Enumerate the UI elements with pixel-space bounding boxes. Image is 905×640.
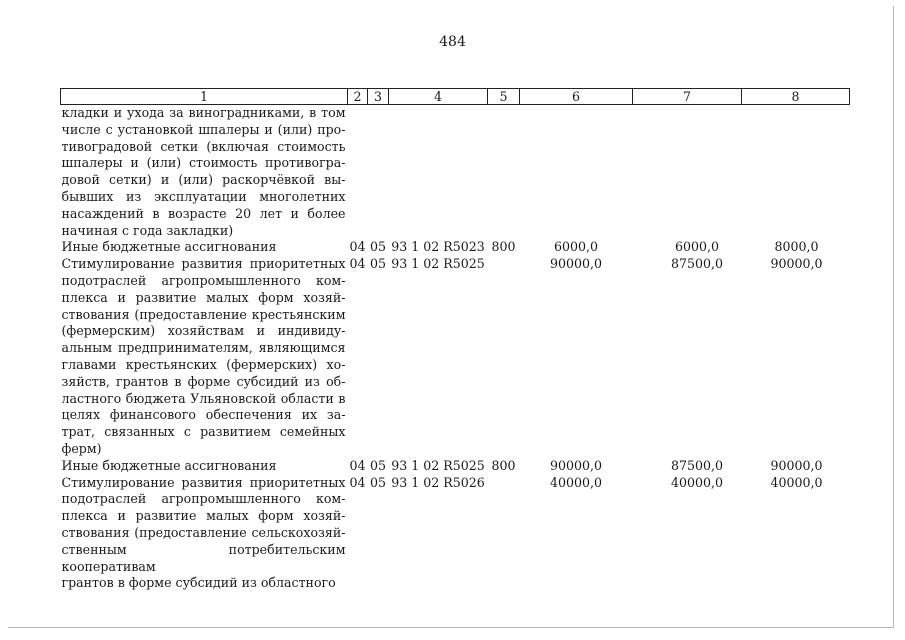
row-name-line: довой сетки) и (или) раскорчёвкой вы- [61, 172, 346, 188]
row-name-line: подотраслей агропромышленного ком- [61, 272, 346, 288]
subsection-code: 05 [369, 239, 387, 255]
expense-type-code: 800 [491, 239, 516, 255]
row-name-line: плекса и развитие малых форм хозяй- [61, 289, 346, 305]
amount-col-8: 90000,0 [770, 457, 823, 473]
row-name-line: целях финансового обеспечения их за- [61, 407, 346, 423]
row-name-line: зяйств, грантов в форме субсидий из об- [61, 373, 346, 389]
row-name-line: альным предпринимателям, являющимся [61, 340, 346, 356]
subsection-code: 05 [369, 457, 387, 473]
row-name-line: плекса и развитие малых форм хозяй- [61, 508, 346, 524]
amount-col-7: 87500,0 [670, 457, 724, 473]
expense-type-code [488, 475, 520, 593]
target-article-code: 93 1 02 R5026 [391, 474, 485, 490]
section-code [348, 105, 368, 240]
target-article-code: 93 1 02 R5025 [391, 457, 485, 473]
row-name-line: бывших из эксплуатации многолетних [61, 188, 346, 204]
target-article-code [389, 105, 488, 240]
amount-col-7: 87500,0 [670, 256, 724, 272]
row-name [61, 256, 348, 458]
subsection-code: 05 [369, 474, 387, 490]
row-name-line: ферм) [61, 440, 102, 456]
row-name-line: ластного бюджета Ульяновской области в [61, 390, 346, 406]
row-name-line: главами крестьянских (фермерских) хо- [61, 356, 346, 372]
row-name-line: кладки и ухода за виноградниками, в том [61, 105, 346, 120]
row-name-line: шпалеры и (или) стоимость противогра- [61, 155, 346, 171]
table-row [61, 105, 850, 240]
row-name-line: насаждений в возрасте 20 лет и более [61, 205, 346, 221]
expense-type-code [488, 256, 520, 458]
column-header-8: 8 [742, 89, 850, 105]
column-header-7: 7 [633, 89, 742, 105]
budget-table [60, 88, 850, 592]
table-row [61, 256, 850, 458]
amount-col-6: 90000,0 [549, 256, 603, 272]
row-name-line: ствования (предоставление крестьянским [61, 306, 346, 322]
row-name-line: ствования (предоставление сельскохозяй- [61, 524, 346, 540]
amount-col-8: 90000,0 [770, 256, 823, 272]
column-header-5: 5 [488, 89, 520, 105]
amount-col-7: 40000,0 [670, 474, 724, 490]
amount-col-8: 40000,0 [770, 474, 823, 490]
table-row [61, 458, 850, 475]
row-name-line: начиная с года закладки) [61, 222, 234, 238]
column-header-3: 3 [368, 89, 389, 105]
expense-type-code: 800 [491, 457, 516, 473]
column-header-6: 6 [520, 89, 633, 105]
table-row [61, 475, 850, 593]
section-code: 04 [349, 256, 366, 272]
column-header-1: 1 [61, 89, 348, 105]
row-name-line: Иные бюджетные ассигнования [61, 239, 277, 255]
table-header-row [61, 89, 850, 105]
subsection-code [368, 105, 389, 240]
amount-col-6: 40000,0 [549, 474, 603, 490]
column-header-4: 4 [389, 89, 488, 105]
expense-type-code [488, 105, 520, 240]
section-code: 04 [349, 474, 366, 490]
row-name-line: (фермерским) хозяйствам и индивиду- [61, 323, 346, 339]
amount-col-6 [520, 105, 633, 240]
target-article-code: 93 1 02 R5023 [391, 239, 485, 255]
page-number: 484 [439, 34, 466, 50]
row-name-line: Иные бюджетные ассигнования [61, 457, 277, 473]
row-name [61, 239, 348, 256]
target-article-code: 93 1 02 R5025 [391, 256, 485, 272]
amount-col-6: 6000,0 [553, 239, 599, 255]
amount-col-7: 6000,0 [674, 239, 720, 255]
amount-col-8: 8000,0 [774, 239, 819, 255]
row-name-line: тивоградовой сетки (включая стоимость [61, 138, 346, 154]
section-code: 04 [349, 457, 366, 473]
row-name [61, 475, 348, 593]
amount-col-7 [633, 105, 742, 240]
row-name-line: трат, связанных с развитием семейных [61, 424, 346, 440]
subsection-code: 05 [369, 256, 387, 272]
row-name [61, 458, 348, 475]
row-name-line: Стимулирование развития приоритетных [61, 474, 346, 490]
row-name-line: числе с установкой шпалеры и (или) про- [61, 121, 346, 137]
column-header-2: 2 [348, 89, 368, 105]
amount-col-6: 90000,0 [549, 457, 603, 473]
row-name-line: ственным потребительским кооперативам [61, 541, 346, 574]
row-name-line: грантов в форме субсидий из областного [61, 575, 336, 591]
row-name [61, 105, 348, 240]
table-row [61, 239, 850, 256]
row-name-line: Стимулирование развития приоритетных [61, 256, 346, 272]
row-name-line: подотраслей агропромышленного ком- [61, 491, 346, 507]
section-code: 04 [349, 239, 366, 255]
table-body [61, 105, 850, 593]
amount-col-8 [742, 105, 850, 240]
